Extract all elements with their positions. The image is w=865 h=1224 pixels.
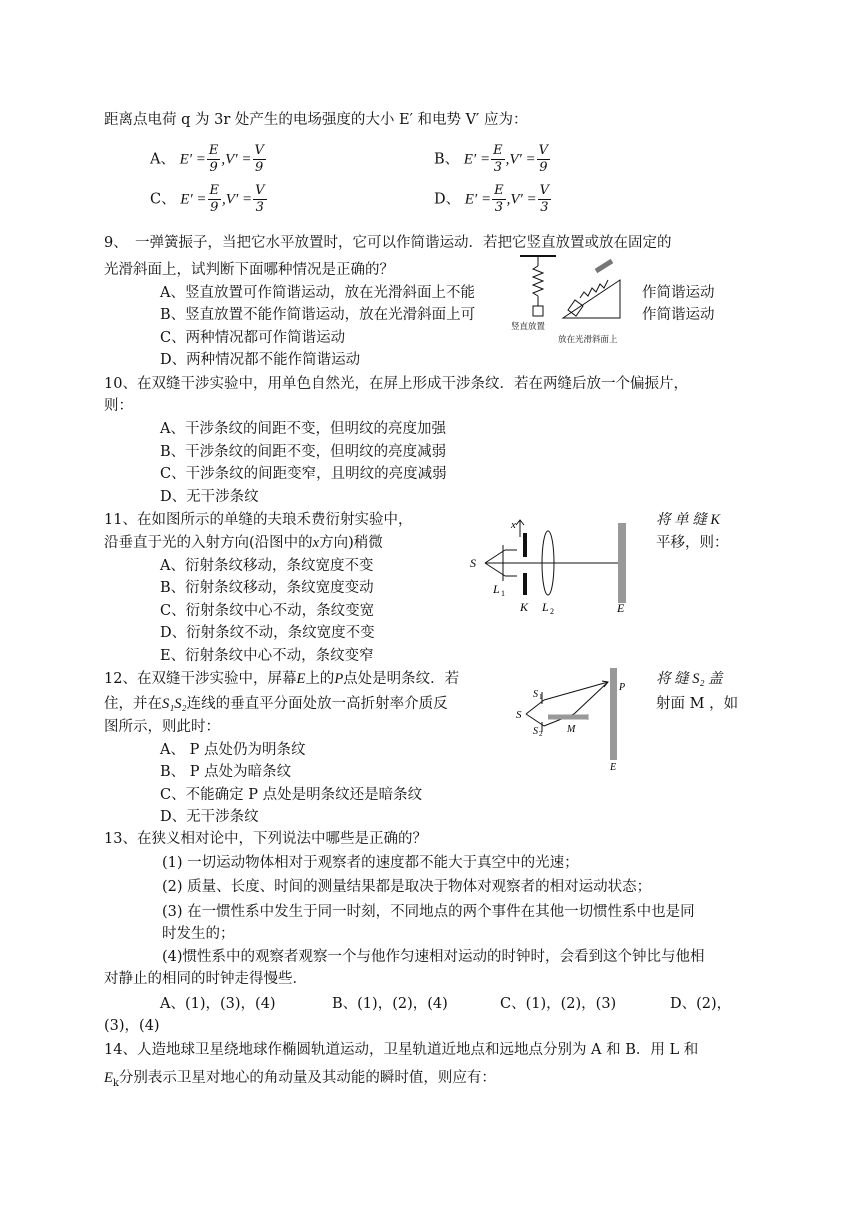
q13-statement-3a: (3) 在一惯性系中发生于同一时刻，不同地点的两个事件在其他一切惯性系中也是同 — [162, 904, 695, 920]
q13-statement-2: (2) 质量、长度、时间的测量结果都是取决于物体对观察者的相对运动状态； — [162, 879, 652, 895]
option-label: A、 — [150, 151, 175, 168]
q13-statement-4b: 对静止的相同的时钟走得慢些． — [104, 971, 307, 987]
q11-line1: 11、在如图所示的单缝的夫琅禾费衍射实验中， — [104, 512, 413, 528]
q8-option-c: C、 E′ = $\frac{E}{9}$ ,V′ = $\frac{V}{3}$ — [150, 183, 265, 215]
option-label: C、 — [150, 191, 176, 208]
option-label: D、 — [434, 191, 461, 208]
option-label: B、 — [434, 151, 460, 168]
fraction: $\frac{E}{3}$ — [494, 183, 504, 215]
q12-line1-tail: 将 缝 S₂ 盖 — [656, 671, 723, 687]
q12-option-d: D、无干涉条纹 — [160, 809, 259, 825]
q9-option-b: B、竖直放置不能作简谐运动，放在光滑斜面上可 — [160, 307, 476, 323]
q10-line1: 10、在双缝干涉实验中，用单色自然光，在屏上形成干涉条纹．若在两缝后放一个偏振片， — [104, 376, 688, 392]
fraction: $\frac{E}{9}$ — [208, 143, 219, 175]
q13-option-d: D、(2)， — [670, 996, 732, 1012]
text: 沿垂直于光的入射方向(沿图中的 — [104, 535, 313, 551]
var-e-sub: k — [112, 1077, 119, 1089]
text: 方向)稍微 — [319, 535, 383, 551]
single-slit-figure — [465, 515, 635, 617]
q10-line2: 则： — [104, 398, 133, 414]
q13-option-c: C、(1)，(2)，(3) — [500, 996, 617, 1012]
fraction: $\frac{E}{9}$ — [209, 183, 220, 215]
label-k: K — [520, 600, 529, 614]
q11-option-d: D、衍射条纹不动，条纹宽度不变 — [160, 625, 375, 641]
label-l2-sub: 2 — [550, 607, 554, 616]
var-p: P — [334, 671, 344, 687]
text: 上的 — [305, 671, 335, 687]
q10-option-b: B、干涉条纹的间距不变，但明纹的亮度减弱 — [160, 444, 447, 460]
label-l1-sub: 1 — [501, 589, 505, 598]
q13-statement-1: (1) 一切运动物体相对于观察者的速度都不能大于真空中的光速； — [162, 855, 579, 871]
q11-line2-tail: 平移，则： — [656, 535, 729, 551]
label-l2: L — [542, 600, 549, 614]
label-e: E — [617, 601, 625, 615]
q13-statement-4a: (4)惯性系中的观察者观察一个与他作匀速相对运动的时钟时，会看到这个钟比与他相 — [162, 949, 705, 965]
label-s2: S — [533, 726, 538, 737]
text: 12、在双缝干涉实验中，屏幕 — [104, 671, 297, 687]
label-p: P — [619, 682, 626, 693]
q12-option-b: B、 P 点处为暗条纹 — [160, 764, 292, 780]
q11-option-c: C、衍射条纹中心不动，条纹变宽 — [160, 603, 375, 619]
q8-option-b: B、 E′ = $\frac{E}{3}$ ,V′ = $\frac{V}{9}$ — [434, 143, 549, 175]
q13-option-a: A、(1)，(3)，(4) — [160, 996, 276, 1012]
label-m: M — [567, 724, 576, 735]
label-s2-sub: 2 — [539, 730, 543, 738]
q9-option-d: D、两种情况都不能作简谐运动 — [160, 352, 361, 368]
q11-line2 — [104, 533, 383, 553]
q13-statement-3b: 时发生的； — [162, 926, 235, 942]
q12-line3: 图所示，则此时： — [104, 719, 220, 735]
var-e: E — [104, 1070, 113, 1086]
fraction: $\frac{V}{3}$ — [255, 183, 265, 215]
text: 连线的垂直平分面处放一高折射率介质反 — [186, 696, 448, 712]
q9-option-a-tail: 作简谐运动 — [642, 285, 715, 301]
var-e: E — [296, 671, 306, 687]
fraction: $\frac{V}{9}$ — [538, 143, 549, 175]
fraction: $\frac{V}{3}$ — [539, 183, 550, 215]
q11-option-b: B、衍射条纹移动，条纹宽度变动 — [160, 580, 374, 596]
label-s1-sub: 1 — [539, 693, 543, 701]
q10-option-c: C、干涉条纹的间距变窄，且明纹的亮度减弱 — [160, 466, 447, 482]
label-e: E — [610, 762, 617, 773]
q14-line1: 14、人造地球卫星绕地球作椭圆轨道运动，卫星轨道近地点和远地点分别为 A 和 B．用 L 和 — [104, 1042, 699, 1058]
q13-line1: 13、在狭义相对论中，下列说法中哪些是正确的？ — [104, 831, 427, 847]
q11-line1-tail: 将 单 缝 K — [656, 512, 721, 528]
label-l1: L — [493, 582, 500, 596]
label-s: S — [470, 556, 476, 570]
q9-line2: 光滑斜面上，试判断下面哪种情况是正确的？ — [104, 262, 394, 278]
q12-line2-tail: 射面 M ，如 — [656, 696, 739, 712]
q12-option-c: C、不能确定 P 点处是明条纹还是暗条纹 — [160, 787, 423, 803]
text: 住，并在 — [104, 696, 162, 712]
q12-line2 — [104, 694, 448, 714]
var-x: x — [312, 535, 320, 551]
caption-vertical: 竖直放置 — [511, 322, 546, 332]
text: 点处是明条纹．若 — [343, 671, 460, 687]
caption-incline: 放在光滑斜面上 — [558, 335, 618, 345]
q13-option-d-tail: (3)，(4) — [104, 1018, 160, 1034]
label-s1: S — [533, 689, 538, 700]
fraction: $\frac{E}{3}$ — [493, 143, 503, 175]
q12-line1 — [104, 669, 459, 689]
q12-option-a: A、 P 点处仍为明条纹 — [160, 742, 306, 758]
q9-option-c: C、两种情况都可作简谐运动 — [160, 330, 346, 346]
fraction: $\frac{V}{9}$ — [254, 143, 264, 175]
q8-stem: 距离点电荷 q 为 3r 处产生的电场强度的大小 E′ 和电势 V′ 应为： — [104, 112, 528, 128]
q11-option-a: A、衍射条纹移动，条纹宽度不变 — [160, 558, 374, 574]
q14-line2 — [104, 1068, 496, 1094]
q8-option-d: D、 E′ = $\frac{E}{3}$ ,V′ = $\frac{V}{3}$ — [434, 183, 550, 215]
q10-option-d: D、无干涉条纹 — [160, 489, 259, 505]
text: 分别表示卫星对地心的角动量及其动能的瞬时值，则应有： — [118, 1070, 496, 1086]
q9-option-b-tail: 作简谐运动 — [642, 307, 715, 323]
q9-option-a: A、竖直放置可作简谐运动，放在光滑斜面上不能 — [160, 285, 475, 301]
q10-option-a: A、干涉条纹的间距不变，但明纹的亮度加强 — [160, 421, 446, 437]
q11-option-e: E、衍射条纹中心不动，条纹变窄 — [160, 648, 374, 664]
q13-option-b: B、(1)，(2)，(4) — [332, 996, 448, 1012]
q9-line1: 9、 一弹簧振子，当把它水平放置时，它可以作简谐运动．若把它竖直放置或放在固定的 — [104, 235, 672, 251]
var-s1s2: S₁S₂ — [162, 696, 187, 712]
q8-option-a: A、 E′ = $\frac{E}{9}$ ,V′ = $\frac{V}{9}$ — [150, 143, 264, 175]
label-x: x — [511, 519, 516, 531]
label-s: S — [516, 709, 522, 721]
double-slit-mirror-figure — [512, 664, 642, 774]
